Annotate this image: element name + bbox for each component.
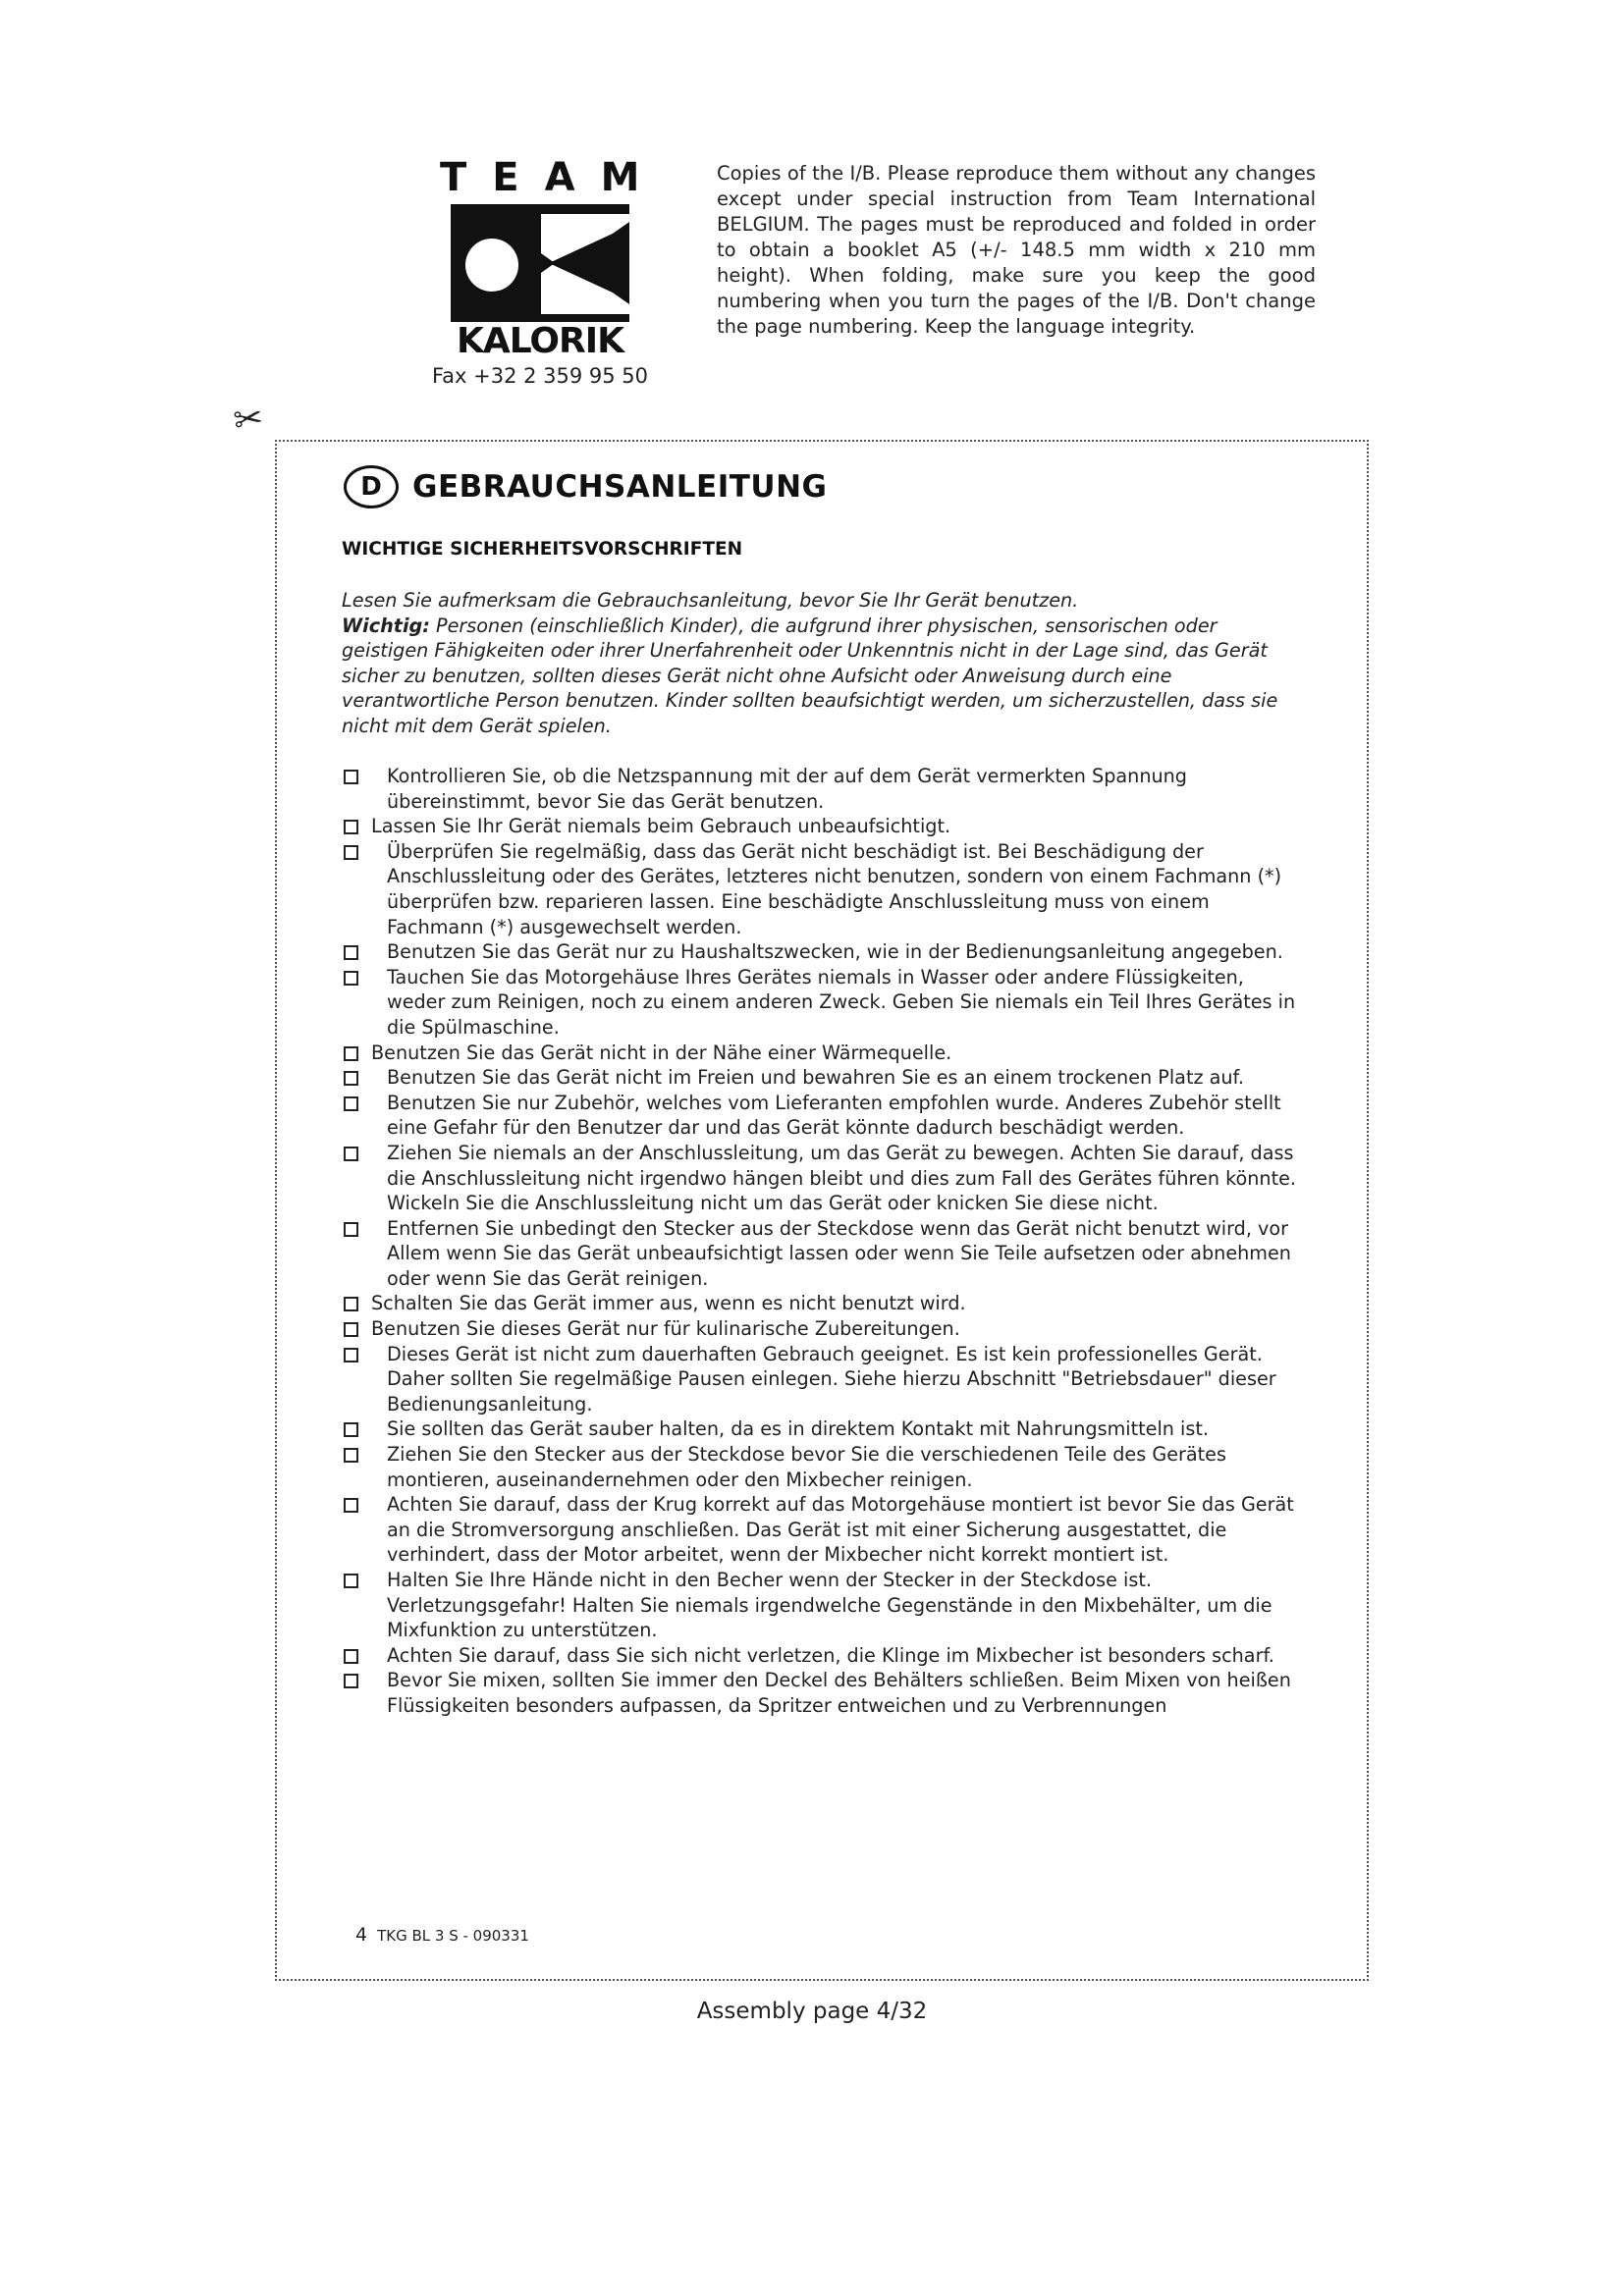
list-item: Benutzen Sie das Gerät nicht im Freien und bewahren Sie es an einem trockenen Platz auf. xyxy=(342,1065,1304,1091)
kalorik-emblem-icon xyxy=(451,204,629,322)
important-note xyxy=(342,614,1294,739)
list-item: Benutzen Sie das Gerät nur zu Haushaltszwecken, wie in der Bedienungsanleitung angegeben. xyxy=(342,939,1304,965)
header xyxy=(422,155,1326,388)
list-item: Ziehen Sie niemals an der Anschlussleitung, um das Gerät zu bewegen. Achten Sie darauf, dass die Anschlussleitung nicht irgendwo hängen bleibt und dies zum Fall des Gerätes führen könnte. Wickeln Sie die Anschlussleitung nicht um das Gerät oder knicken Sie diese nicht. xyxy=(342,1141,1304,1216)
list-item: Ziehen Sie den Stecker aus der Steckdose bevor Sie die verschiedenen Teile des Gerätes montieren, auseinandernehmen oder den Mixbecher reinigen. xyxy=(342,1442,1304,1492)
page-footer xyxy=(355,1924,529,1947)
page-number: 4 xyxy=(355,1924,368,1946)
list-item: Überprüfen Sie regelmäßig, dass das Gerät nicht beschädigt ist. Bei Beschädigung der Anschlussleitung oder des Gerätes, letzteres nicht benutzen, sondern von einem Fachmann (*) überprüfen bzw. reparieren lassen. Eine beschädigte Anschlussleitung muss von einem Fachmann (*) ausgewechselt werden. xyxy=(342,839,1304,939)
assembly-page-label: Assembly page 4/32 xyxy=(696,1999,928,2024)
checkbox-bullet-icon xyxy=(344,1071,358,1086)
country-code-badge: D xyxy=(344,465,399,508)
logo-team-text: TEAM xyxy=(440,155,666,200)
scissors-icon: ✂ xyxy=(231,398,266,442)
important-text: Personen (einschließlich Kinder), die aufgrund ihrer physischen, sensorischen oder geistigen Fähigkeiten oder ihrer Unerfahrenheit oder Unkenntnis nicht in der Lage sind, das Gerät sicher zu benutzen, sollten dieses Gerät nicht ohne Aufsicht oder Anweisung durch eine verantwortliche Person benutzen. Kinder sollten beaufsichtigt werden, um sicherzustellen, dass sie nicht mit dem Gerät spielen. xyxy=(342,614,1278,737)
checkbox-bullet-icon xyxy=(344,1297,358,1311)
checkbox-bullet-icon xyxy=(344,1448,358,1463)
reproduction-instructions: Copies of the I/B. Please reproduce them without any changes except under special instruction from Team International BELGIUM. The pages must be reproduced and folded in order to obtain a booklet A5 (+/- 148.5 mm width x 210 mm height). When folding, make sure you keep the good numbering when you turn the pages of the I/B. Don't change the page numbering. Keep the language integrity. xyxy=(717,162,1316,338)
list-item: Tauchen Sie das Motorgehäuse Ihres Gerätes niemals in Wasser oder andere Flüssigkeiten, weder zum Reinigen, noch zu einem anderen Zweck. Geben Sie niemals ein Teil Ihres Gerätes in die Spülmaschine. xyxy=(342,965,1304,1041)
checkbox-bullet-icon xyxy=(344,845,358,860)
fax-number: Fax +32 2 359 95 50 xyxy=(431,364,649,388)
list-item: Benutzen Sie nur Zubehör, welches vom Lieferanten empfohlen wurde. Anderes Zubehör stellt eine Gefahr für den Benutzer dar und das Gerät könnte dadurch beschädigt werden. xyxy=(342,1091,1304,1141)
checkbox-bullet-icon xyxy=(344,1422,358,1437)
checkbox-bullet-icon xyxy=(344,1046,358,1061)
list-item: Sie sollten das Gerät sauber halten, da es in direktem Kontakt mit Nahrungsmitteln ist. xyxy=(342,1416,1304,1442)
list-item: Lassen Sie Ihr Gerät niemals beim Gebrauch unbeaufsichtigt. xyxy=(342,814,1304,839)
list-item: Halten Sie Ihre Hände nicht in den Becher wenn der Stecker in der Steckdose ist. Verletzungsgefahr! Halten Sie niemals irgendwelche Gegenstände in den Mixbehälter, um die Mixfunktion zu unterstützen. xyxy=(342,1568,1304,1643)
list-item: Benutzen Sie das Gerät nicht in der Nähe einer Wärmequelle. xyxy=(342,1041,1304,1066)
list-item: Benutzen Sie dieses Gerät nur für kulinarische Zubereitungen. xyxy=(342,1316,1304,1342)
list-item: Achten Sie darauf, dass Sie sich nicht verletzen, die Klinge im Mixbecher ist besonders scharf. xyxy=(342,1643,1304,1669)
checkbox-bullet-icon xyxy=(344,1147,358,1161)
intro-text xyxy=(342,588,1294,739)
checkbox-bullet-icon xyxy=(344,770,358,784)
section-heading: WICHTIGE SICHERHEITSVORSCHRIFTEN xyxy=(342,539,743,560)
list-item: Kontrollieren Sie, ob die Netzspannung mit der auf dem Gerät vermerkten Spannung übereinstimmt, bevor Sie das Gerät benutzen. xyxy=(342,764,1304,814)
list-item: Bevor Sie mixen, sollten Sie immer den Deckel des Behälters schließen. Beim Mixen von heißen Flüssigkeiten besonders aufpassen, da Spritzer entweichen und zu Verbrennungen xyxy=(342,1668,1304,1718)
checkbox-bullet-icon xyxy=(344,820,358,834)
logo-brand-text: KALORIK xyxy=(456,321,624,361)
kalorik-logo xyxy=(422,155,666,389)
safety-list xyxy=(342,764,1304,1719)
checkbox-bullet-icon xyxy=(344,1096,358,1111)
list-item: Dieses Gerät ist nicht zum dauerhaften Gebrauch geeignet. Es ist kein professionelles Gerät. Daher sollten Sie regelmäßige Pausen einlegen. Siehe hierzu Abschnitt "Betriebsdauer" dieser Bedienungsanleitung. xyxy=(342,1342,1304,1417)
checkbox-bullet-icon xyxy=(344,945,358,960)
checkbox-bullet-icon xyxy=(344,1674,358,1688)
checkbox-bullet-icon xyxy=(344,1574,358,1588)
important-label: Wichtig: xyxy=(342,614,430,637)
list-item: Entfernen Sie unbedingt den Stecker aus der Steckdose wenn das Gerät nicht benutzt wird, vor Allem wenn Sie das Gerät unbeaufsichtigt lassen oder wenn Sie Teile aufsetzen oder abnehmen oder wenn Sie das Gerät reinigen. xyxy=(342,1216,1304,1292)
page-title: GEBRAUCHSANLEITUNG xyxy=(412,469,828,505)
list-item: Schalten Sie das Gerät immer aus, wenn es nicht benutzt wird. xyxy=(342,1291,1304,1316)
checkbox-bullet-icon xyxy=(344,1348,358,1362)
model-code: TKG BL 3 S - 090331 xyxy=(377,1927,529,1945)
checkbox-bullet-icon xyxy=(344,1322,358,1337)
list-item: Achten Sie darauf, dass der Krug korrekt auf das Motorgehäuse montiert ist bevor Sie das Gerät an die Stromversorgung anschließen. Das Gerät ist mit einer Sicherung ausgestattet, die verhindert, dass der Motor arbeitet, wenn der Mixbecher nicht korrekt montiert ist. xyxy=(342,1492,1304,1568)
intro-line: Lesen Sie aufmerksam die Gebrauchsanleitung, bevor Sie Ihr Gerät benutzen. xyxy=(342,589,1079,612)
checkbox-bullet-icon xyxy=(344,1649,358,1664)
checkbox-bullet-icon xyxy=(344,1498,358,1513)
checkbox-bullet-icon xyxy=(344,1222,358,1237)
checkbox-bullet-icon xyxy=(344,971,358,986)
